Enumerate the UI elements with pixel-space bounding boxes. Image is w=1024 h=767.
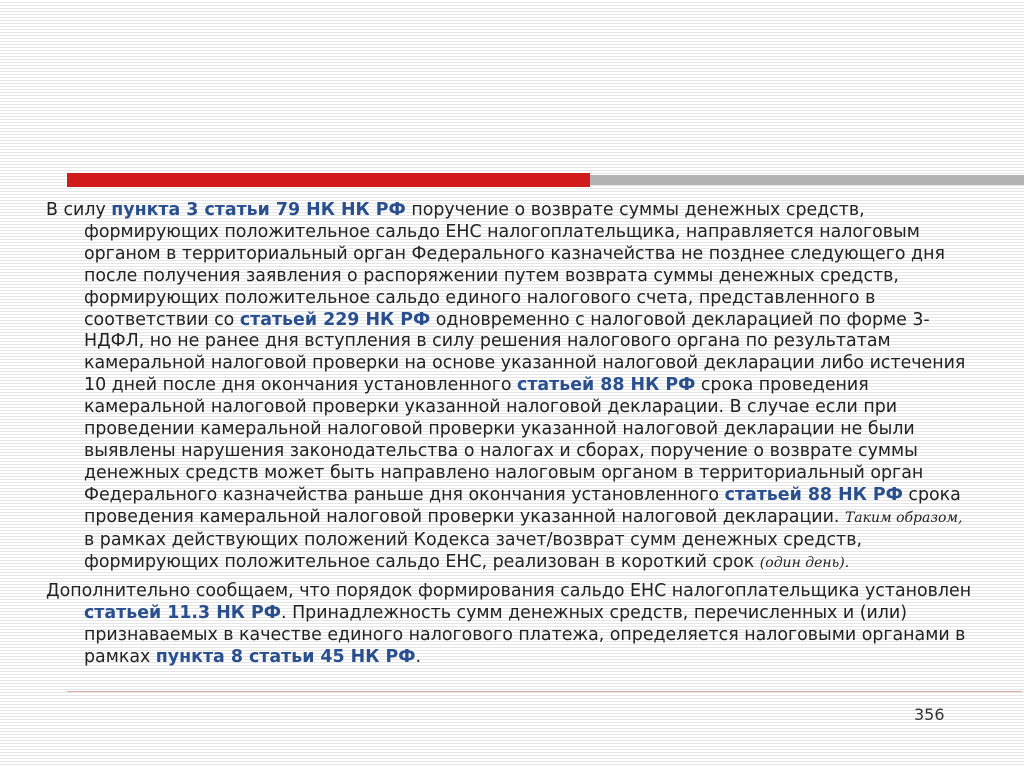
text-line: выявлены нарушения законодательства о налогах и сборах, поручение о возврате суммы [84,440,918,461]
footer-divider [67,691,1022,692]
text-line: после получения заявления о распоряжении путем возврата суммы денежных средств, [84,265,899,286]
text-fragment: рамках [84,647,156,668]
law-reference-link[interactable]: пункта 8 статьи 45 НК РФ [155,647,416,668]
text-line: Дополнительно сообщаем, что порядок формирования сальдо ЕНС налогоплательщика установлен [46,581,972,602]
text-line: формирующих положительное сальдо ЕНС налогоплательщика, направляется налоговым [84,221,920,242]
text-line [46,647,1020,669]
text-line: формирующих положительное сальдо единого налогового счета, представленного в [84,287,876,308]
text-line: проведении камеральной налоговой проверки указанной налоговой декларации не были [84,419,915,440]
header-red-bar [67,173,590,187]
law-reference-link[interactable]: статьей 88 НК РФ [517,375,696,396]
text-line [46,603,1020,625]
law-reference-link[interactable]: статьей 229 НК РФ [239,309,431,330]
text-fragment: . Принадлежность сумм денежных средств, перечисленных и (или) [281,603,907,624]
text-line [46,310,1020,332]
text-fragment: В силу [46,200,112,220]
paragraph-1 [46,200,1020,574]
text-line [46,485,1020,507]
text-line [46,507,1020,530]
text-line: в рамках действующих положений Кодекса зачет/возврат сумм денежных средств, [84,529,862,550]
text-fragment: срока [902,484,961,505]
text-fragment: Федерального казначейства раньше дня окончания установленного [84,484,725,505]
text-fragment: 10 дней после дня окончания установленного [84,375,518,396]
law-reference-link[interactable]: статьей 11.3 НК РФ [84,603,282,624]
text-fragment: . [415,647,422,668]
law-reference-link[interactable]: пункта 3 статьи 79 НК НК РФ [111,200,406,220]
italic-note: Таким образом, [844,509,963,526]
text-fragment: соответствии со [84,309,240,330]
text-fragment: проведения камеральной налоговой проверки указанной налоговой декларации. [84,506,845,527]
italic-note: (один день). [759,554,850,571]
text-line [46,375,1020,397]
text-line: НДФЛ, но не ранее дня вступления в силу решения налогового органа по результатам [84,331,891,352]
text-line: органом в территориальный орган Федерального казначейства не позднее следующего дня [84,243,945,264]
text-fragment: одновременно с налоговой декларацией по форме 3- [430,309,930,330]
text-fragment: поручение о возврате суммы денежных средств, [405,200,865,220]
page-number: 356 [914,705,945,724]
text-fragment: срока проведения [695,375,869,396]
text-line: денежных средств может быть направлено налоговым органом в территориальный орган [84,462,924,483]
text-line [46,200,1020,222]
text-line: признаваемых в качестве единого налогового платежа, определяется налоговыми органами в [84,625,966,646]
text-fragment: формирующих положительное сальдо ЕНС, реализован в короткий срок [84,551,760,572]
header-decoration-bar [67,173,1024,187]
slide-content [46,200,1020,669]
text-line: камеральной налоговой проверки на основе указанной налоговой декларации либо истечения [84,353,966,374]
text-line [46,552,1020,575]
law-reference-link[interactable]: статьей 88 НК РФ [724,484,903,505]
text-line: камеральной налоговой проверки указанной налоговой декларации. В случае если при [84,397,898,418]
paragraph-2 [46,581,1020,669]
header-grey-bar [590,175,1024,185]
